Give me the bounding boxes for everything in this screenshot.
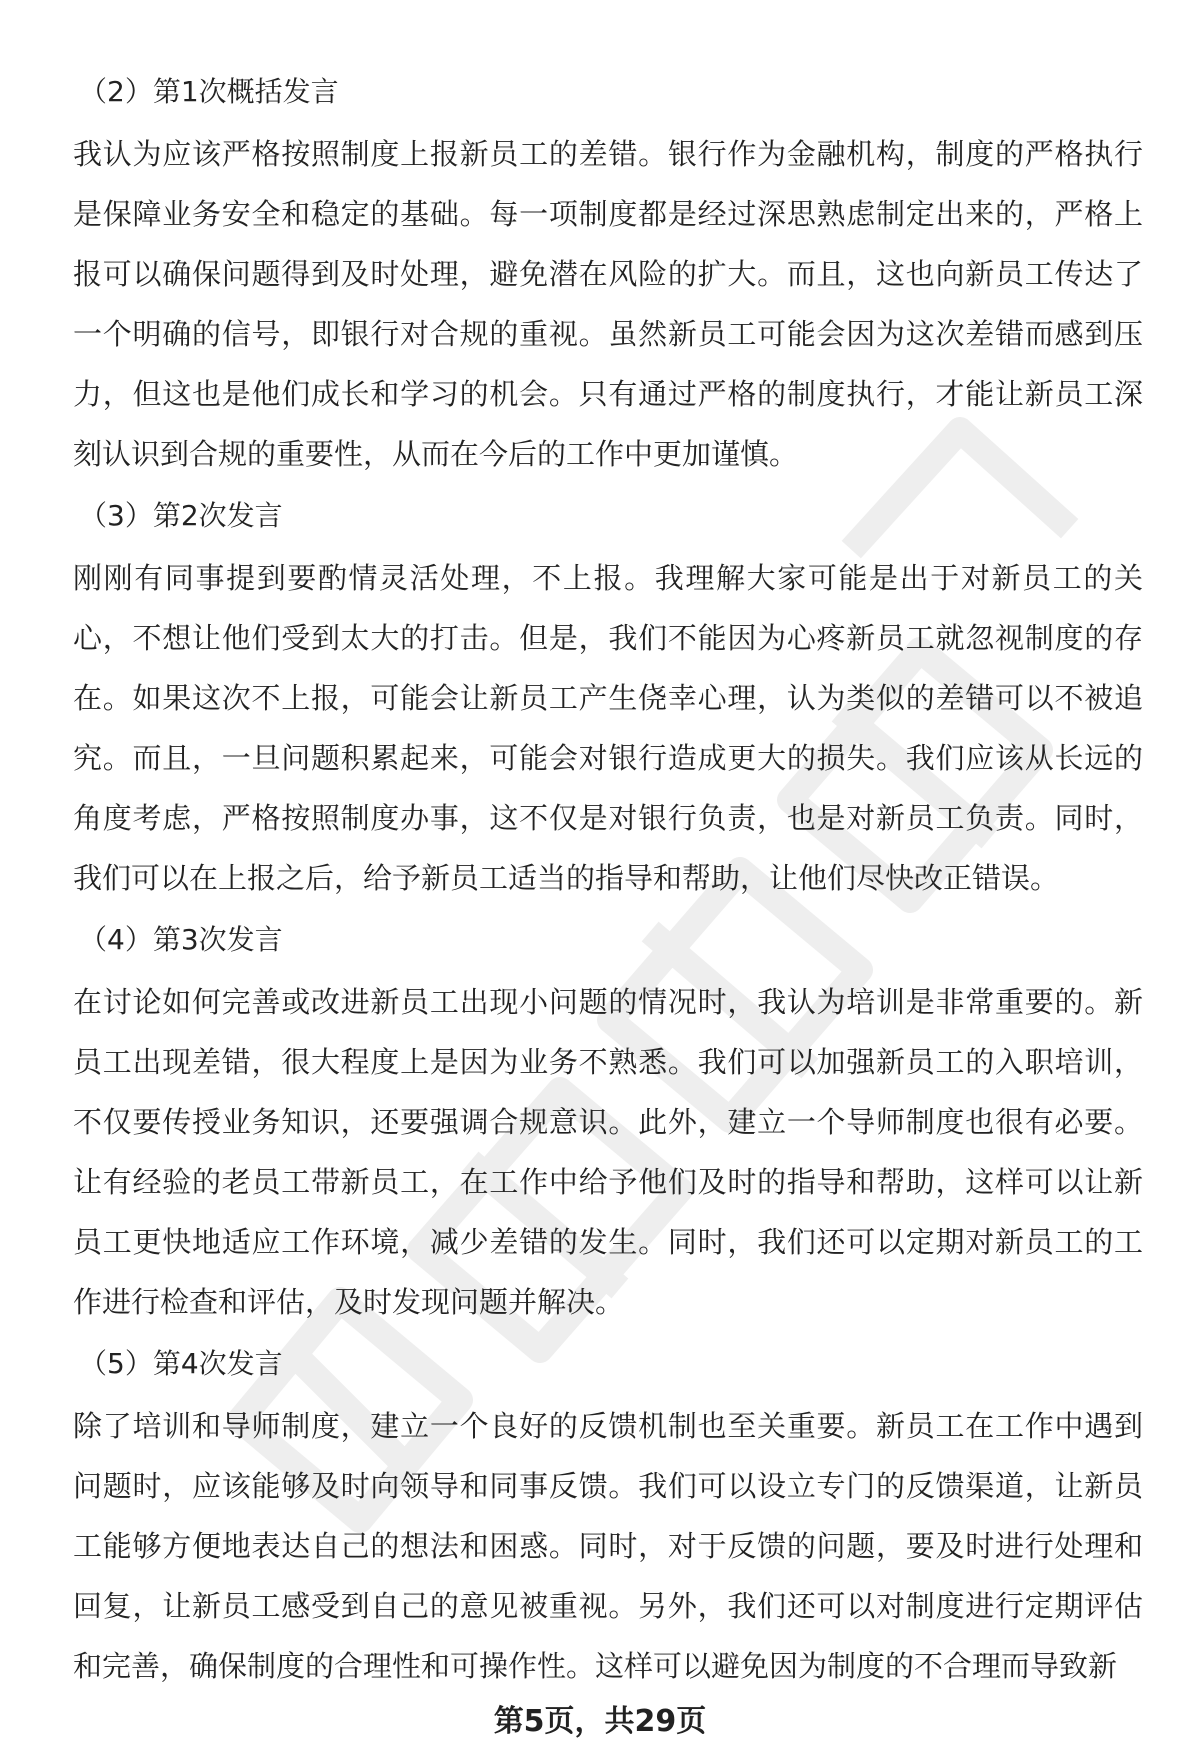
section-heading: （5）第4次发言 <box>79 1347 283 1380</box>
section-paragraph: 除了培训和导师制度，建立一个良好的反馈机制也至关重要。新员工在工作中遇到问题时，应该能够及时向领导和同事反馈。我们可以设立专门的反馈渠道，让新员工能够方便地表达自己的想法和困惑。同时，对于反馈的问题，要及时进行处理和回复，让新员工感受到自己的意见被重视。另外，我们还可以对制度进行定期评估和完善，确保制度的合理性和可操作性。这样可以避免因为制度的不合理而导致新 <box>73 1409 1143 1683</box>
section-4 <box>73 1338 1143 1696</box>
section-paragraph: 我认为应该严格按照制度上报新员工的差错。银行作为金融机构，制度的严格执行是保障业务安全和稳定的基础。每一项制度都是经过深思熟虑制定出来的，严格上报可以确保问题得到及时处理，避免潜在风险的扩大。而且，这也向新员工传达了一个明确的信号，即银行对合规的重视。虽然新员工可能会因为这次差错而感到压力，但这也是他们成长和学习的机会。只有通过严格的制度执行，才能让新员工深刻认识到合规的重要性，从而在今后的工作中更加谨慎。 <box>73 137 1143 471</box>
section-2 <box>73 490 1143 908</box>
section-paragraph: 刚刚有同事提到要酌情灵活处理，不上报。我理解大家可能是出于对新员工的关心，不想让他们受到太大的打击。但是，我们不能因为心疼新员工就忽视制度的存在。如果这次不上报，可能会让新员工产生侥幸心理，认为类似的差错可以不被追究。而且，一旦问题积累起来，可能会对银行造成更大的损失。我们应该从长远的角度考虑，严格按照制度办事，这不仅是对银行负责，也是对新员工负责。同时，我们可以在上报之后，给予新员工适当的指导和帮助，让他们尽快改正错误。 <box>73 561 1143 895</box>
page-number: 第5页，共29页 <box>493 1704 707 1739</box>
section-3 <box>73 914 1143 1332</box>
section-heading: （4）第3次发言 <box>79 923 283 956</box>
document-page <box>73 60 1143 1696</box>
section-paragraph: 在讨论如何完善或改进新员工出现小问题的情况时，我认为培训是非常重要的。新员工出现差错，很大程度上是因为业务不熟悉。我们可以加强新员工的入职培训，不仅要传授业务知识，还要强调合规意识。此外，建立一个导师制度也很有必要。让有经验的老员工带新员工，在工作中给予他们及时的指导和帮助，这样可以让新员工更快地适应工作环境，减少差错的发生。同时，我们还可以定期对新员工的工作进行检查和评估，及时发现问题并解决。 <box>73 985 1143 1319</box>
section-heading: （3）第2次发言 <box>79 499 283 532</box>
section-heading: （2）第1次概括发言 <box>79 75 339 108</box>
section-1 <box>73 66 1143 484</box>
